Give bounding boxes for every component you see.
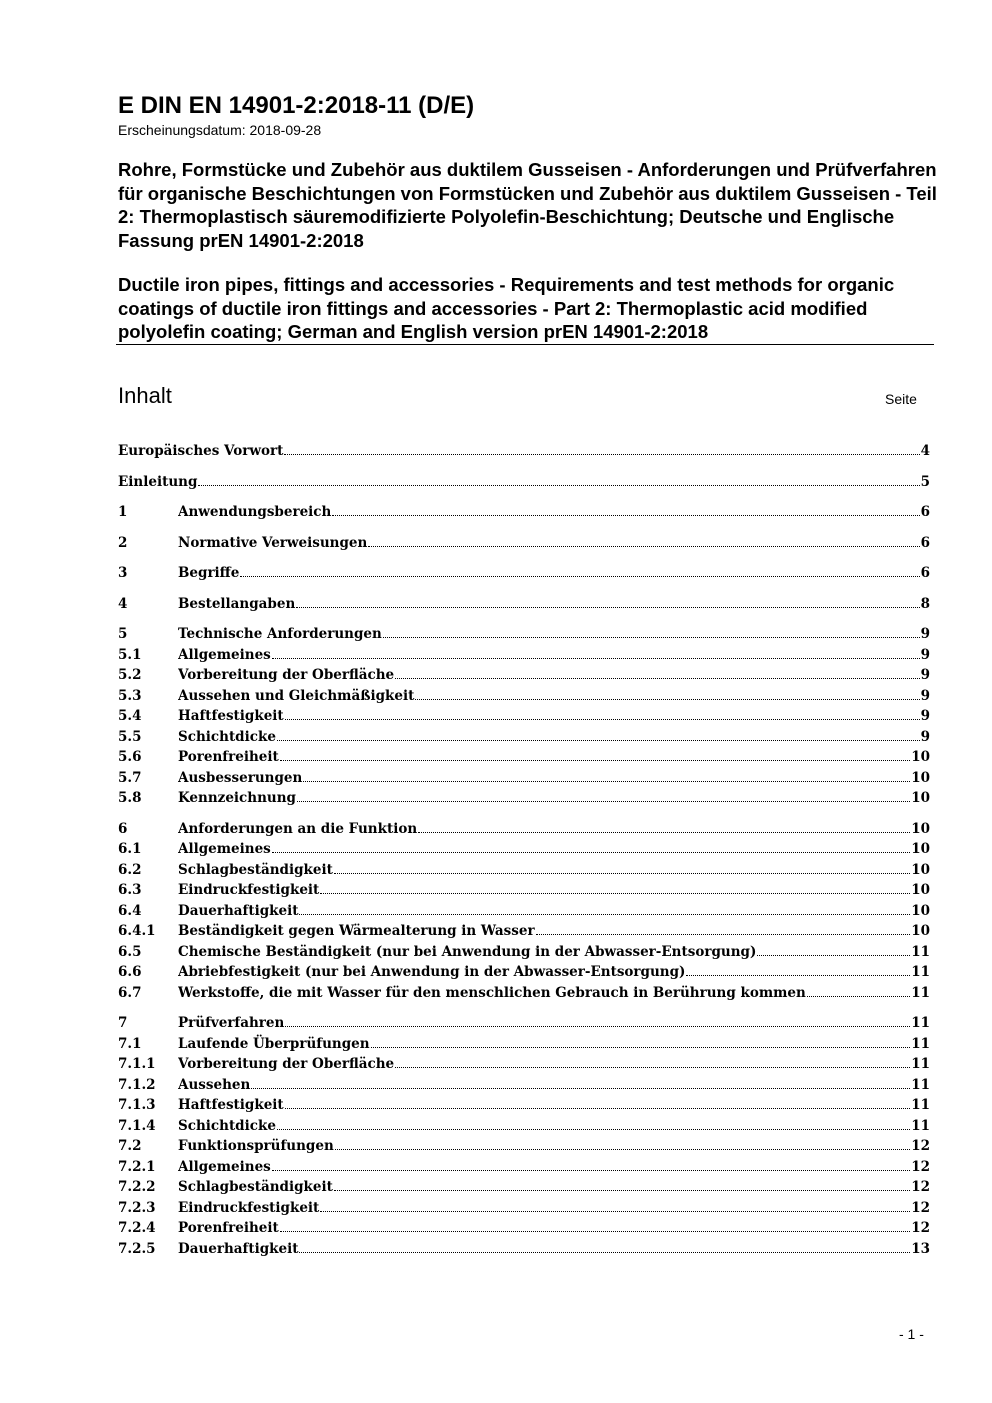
toc-entry-page: 11 — [911, 1035, 930, 1052]
toc-dot-leader — [415, 699, 919, 700]
toc-entry[interactable] — [118, 1218, 930, 1239]
toc-entry[interactable] — [118, 1034, 930, 1055]
toc-entry-title: Einleitung — [118, 473, 198, 490]
toc-entry-body — [178, 686, 930, 707]
toc-entry[interactable] — [118, 1136, 930, 1157]
toc-entry-page: 6 — [920, 534, 930, 551]
toc-entry-body — [178, 645, 930, 666]
toc-dot-leader — [299, 1252, 910, 1253]
toc-entry-page: 10 — [911, 820, 930, 837]
toc-dot-leader — [757, 955, 910, 956]
toc-entry-body — [178, 1239, 930, 1260]
toc-entry-number: 5.6 — [118, 749, 142, 765]
toc-entry-title: Allgemeines — [178, 1158, 271, 1175]
toc-entry[interactable] — [118, 706, 930, 727]
toc-entry-page: 9 — [920, 708, 930, 724]
toc-entry-page: 10 — [911, 790, 930, 806]
toc-entry-title: Anwendungsbereich — [178, 504, 332, 520]
toc-entry-body — [178, 563, 930, 584]
toc-entry-body — [118, 441, 930, 462]
toc-entry-title: Allgemeines — [178, 841, 271, 857]
toc-entry-number: 7.1.1 — [118, 1056, 156, 1072]
toc-dot-leader — [368, 546, 919, 547]
toc-entry[interactable] — [118, 665, 930, 686]
toc-entry-number: 7.2.2 — [118, 1179, 156, 1195]
toc-dot-leader — [277, 740, 920, 741]
toc-entry-title: Porenfreiheit — [178, 749, 279, 765]
toc-dot-leader — [334, 1190, 910, 1191]
toc-entry-body — [178, 747, 930, 768]
toc-entry-body — [178, 788, 930, 809]
toc-entry[interactable] — [118, 533, 930, 554]
toc-entry[interactable] — [118, 594, 930, 615]
toc-entry-page: 12 — [911, 1158, 930, 1175]
toc-entry[interactable] — [118, 624, 930, 645]
toc-entry-page: 12 — [911, 1179, 930, 1195]
table-of-contents — [118, 441, 930, 1259]
toc-entry-body — [178, 942, 930, 963]
toc-entry-title: Prüfverfahren — [178, 1015, 285, 1031]
toc-entry-page: 9 — [920, 728, 930, 745]
toc-entry-title: Aussehen und Gleichmäßigkeit — [178, 687, 415, 704]
toc-dot-leader — [277, 1129, 910, 1130]
toc-entry-title: Eindruckfestigkeit — [178, 882, 320, 898]
toc-dot-leader — [686, 975, 910, 976]
toc-dot-leader — [285, 719, 920, 720]
toc-entry-title: Laufende Überprüfungen — [178, 1035, 370, 1052]
toc-entry-title: Werkstoffe, die mit Wasser für den menschlichen Gebrauch in Berührung kommen — [178, 984, 806, 1001]
toc-entry-page: 10 — [911, 923, 930, 939]
toc-entry-body — [178, 983, 930, 1004]
toc-entry-page: 10 — [911, 841, 930, 857]
toc-entry-page: 12 — [911, 1199, 930, 1216]
toc-entry-body — [178, 1136, 930, 1157]
toc-entry-title: Technische Anforderungen — [178, 626, 382, 642]
toc-dot-leader — [285, 1026, 910, 1027]
toc-entry-body — [178, 594, 930, 615]
toc-entry-page: 11 — [911, 984, 930, 1001]
toc-entry-number: 6.1 — [118, 841, 142, 857]
toc-dot-leader — [418, 832, 910, 833]
toc-entry-page: 9 — [920, 667, 930, 683]
toc-entry-page: 9 — [920, 626, 930, 642]
title-divider — [116, 344, 934, 345]
toc-entry-body — [178, 1157, 930, 1178]
toc-entry-number: 7.1.2 — [118, 1076, 156, 1093]
toc-entry-title: Normative Verweisungen — [178, 534, 368, 551]
german-title: Rohre, Formstücke und Zubehör aus duktilem Gusseisen - Anforderungen und Prüfverfahren für organische Beschichtungen von Formstücken und Zubehör aus duktilem Gusseisen - Teil 2: Thermoplastisch säuremodifizierte Polyolefin-Beschichtung; Deutsche und Englische Fassung prEN 14901-2:2018 — [118, 159, 937, 251]
toc-entry-number: 7.2.1 — [118, 1158, 156, 1175]
toc-dot-leader — [297, 801, 910, 802]
toc-entry-body — [178, 1198, 930, 1219]
toc-entry-title: Bestellangaben — [178, 595, 296, 612]
toc-entry-body — [178, 624, 930, 645]
toc-dot-leader — [807, 996, 910, 997]
toc-entry-title: Europäisches Vorwort — [118, 443, 284, 459]
toc-entry-number: 5.8 — [118, 790, 142, 806]
toc-entry-body — [178, 860, 930, 881]
toc-entry-page: 6 — [920, 565, 930, 581]
toc-dot-leader — [240, 576, 919, 577]
toc-entry-body — [178, 1075, 930, 1096]
toc-entry-page: 11 — [911, 943, 930, 960]
toc-entry[interactable] — [118, 1177, 930, 1198]
toc-heading: Inhalt — [118, 383, 172, 408]
toc-entry-page: 12 — [911, 1138, 930, 1154]
toc-entry-body — [178, 839, 930, 860]
toc-dot-leader — [536, 934, 911, 935]
toc-entry-title: Dauerhaftigkeit — [178, 1240, 299, 1257]
toc-dot-leader — [383, 637, 920, 638]
toc-entry-title: Chemische Beständigkeit (nur bei Anwendung in der Abwasser-Entsorgung) — [178, 943, 757, 960]
toc-entry-page: 12 — [911, 1220, 930, 1236]
toc-dot-leader — [280, 1231, 910, 1232]
toc-dot-leader — [272, 1170, 910, 1171]
toc-entry-number: 5.7 — [118, 769, 142, 786]
toc-entry-page: 5 — [920, 473, 930, 490]
toc-entry[interactable] — [118, 1116, 930, 1137]
toc-dot-leader — [272, 658, 920, 659]
toc-entry-number: 7.1.3 — [118, 1097, 156, 1113]
toc-entry-body — [178, 502, 930, 523]
toc-entry[interactable] — [118, 1095, 930, 1116]
toc-entry-page: 11 — [911, 1117, 930, 1134]
toc-entry-number: 7.2 — [118, 1138, 142, 1154]
toc-entry-page: 11 — [911, 1056, 930, 1072]
toc-dot-leader — [296, 607, 919, 608]
toc-dot-leader — [320, 1211, 910, 1212]
toc-dot-leader — [395, 678, 919, 679]
toc-entry[interactable] — [118, 819, 930, 840]
toc-entry-body — [178, 1013, 930, 1034]
toc-entry-title: Beständigkeit gegen Wärmealterung in Wasser — [178, 923, 535, 939]
toc-dot-leader — [299, 914, 910, 915]
toc-entry-number: 6.3 — [118, 882, 142, 898]
toc-entry-body — [178, 880, 930, 901]
toc-entry-number: 5.1 — [118, 646, 142, 663]
toc-entry-number: 6.5 — [118, 943, 142, 960]
toc-entry-number: 6.4.1 — [118, 923, 156, 939]
toc-dot-leader — [272, 852, 910, 853]
toc-dot-leader — [284, 454, 919, 455]
toc-entry-number: 7.2.3 — [118, 1199, 156, 1216]
toc-entry-number: 5.5 — [118, 728, 142, 745]
toc-entry-title: Porenfreiheit — [178, 1220, 279, 1236]
toc-entry-title: Aussehen — [178, 1076, 251, 1093]
toc-entry[interactable] — [118, 727, 930, 748]
toc-entry-number: 7.2.5 — [118, 1240, 156, 1257]
toc-entry-title: Haftfestigkeit — [178, 708, 284, 724]
toc-entry-body — [178, 819, 930, 840]
toc-entry-number: 7 — [118, 1015, 128, 1031]
toc-entry-page: 11 — [911, 1015, 930, 1031]
toc-entry-title: Anforderungen an die Funktion — [178, 820, 418, 837]
toc-entry-title: Eindruckfestigkeit — [178, 1199, 320, 1216]
toc-dot-leader — [320, 893, 910, 894]
toc-entry-page: 10 — [911, 861, 930, 878]
toc-dot-leader — [251, 1088, 910, 1089]
toc-entry-title: Schichtdicke — [178, 1117, 276, 1134]
toc-entry-title: Haftfestigkeit — [178, 1097, 284, 1113]
toc-entry-page: 9 — [920, 646, 930, 663]
toc-entry-page: 8 — [920, 595, 930, 612]
toc-entry-page: 10 — [911, 769, 930, 786]
toc-entry-number: 2 — [118, 534, 128, 551]
toc-entry[interactable] — [118, 839, 930, 860]
toc-entry-body — [178, 1034, 930, 1055]
toc-entry-number: 6.4 — [118, 902, 142, 919]
toc-entry-title: Kennzeichnung — [178, 790, 296, 806]
toc-entry-body — [178, 768, 930, 789]
toc-entry[interactable] — [118, 747, 930, 768]
toc-entry-page: 9 — [920, 687, 930, 704]
toc-entry[interactable] — [118, 768, 930, 789]
toc-entry-number: 5.3 — [118, 687, 142, 704]
toc-entry-body — [178, 706, 930, 727]
toc-entry-number: 5 — [118, 626, 128, 642]
toc-entry[interactable] — [118, 1013, 930, 1034]
toc-entry[interactable] — [118, 1054, 930, 1075]
toc-entry-number: 5.2 — [118, 667, 142, 683]
toc-entry-title: Funktionsprüfungen — [178, 1138, 334, 1154]
toc-entry[interactable] — [118, 686, 930, 707]
toc-entry-number: 3 — [118, 565, 128, 581]
toc-entry-body — [118, 472, 930, 493]
toc-entry-title: Dauerhaftigkeit — [178, 902, 299, 919]
toc-entry[interactable] — [118, 1157, 930, 1178]
toc-entry[interactable] — [118, 962, 930, 983]
toc-entry-title: Ausbesserungen — [178, 769, 303, 786]
toc-dot-leader — [334, 873, 910, 874]
toc-entry-number: 5.4 — [118, 708, 142, 724]
toc-entry-page: 11 — [911, 1076, 930, 1093]
toc-entry-title: Abriebfestigkeit (nur bei Anwendung in der Abwasser-Entsorgung) — [178, 964, 686, 980]
toc-entry-body — [178, 962, 930, 983]
toc-entry-title: Vorbereitung der Oberfläche — [178, 1056, 395, 1072]
toc-entry[interactable] — [118, 921, 930, 942]
toc-entry-body — [178, 921, 930, 942]
toc-dot-leader — [332, 515, 919, 516]
document-title: E DIN EN 14901-2:2018-11 (D/E) — [118, 92, 475, 119]
toc-dot-leader — [198, 485, 919, 486]
toc-entry-body — [178, 665, 930, 686]
toc-entry[interactable] — [118, 880, 930, 901]
toc-entry-title: Schlagbeständigkeit — [178, 1179, 333, 1195]
toc-page-label: Seite — [885, 391, 917, 407]
toc-entry[interactable] — [118, 472, 930, 493]
toc-entry-title: Begriffe — [178, 565, 240, 581]
toc-entry-title: Schlagbeständigkeit — [178, 861, 333, 878]
toc-entry-page: 10 — [911, 902, 930, 919]
toc-entry-number: 4 — [118, 595, 128, 612]
toc-entry[interactable] — [118, 1239, 930, 1260]
english-title: Ductile iron pipes, fittings and accessories - Requirements and test methods for organic coatings of ductile iron fittings and accessories - Part 2: Thermoplastic acid modified polyolefin coating; German and English version prEN 14901-2:2018 — [118, 274, 895, 342]
toc-entry-title: Vorbereitung der Oberfläche — [178, 667, 395, 683]
toc-entry[interactable] — [118, 860, 930, 881]
toc-entry-body — [178, 1218, 930, 1239]
toc-entry[interactable] — [118, 1198, 930, 1219]
toc-entry[interactable] — [118, 563, 930, 584]
toc-entry-body — [178, 901, 930, 922]
toc-entry-body — [178, 533, 930, 554]
toc-entry-number: 7.1 — [118, 1035, 142, 1052]
toc-entry-page: 4 — [920, 443, 930, 459]
toc-entry-body — [178, 727, 930, 748]
toc-entry-body — [178, 1095, 930, 1116]
toc-dot-leader — [335, 1149, 910, 1150]
toc-entry-page: 10 — [911, 749, 930, 765]
toc-entry[interactable] — [118, 1075, 930, 1096]
toc-dot-leader — [395, 1067, 910, 1068]
toc-entry-number: 6 — [118, 820, 128, 837]
toc-dot-leader — [285, 1108, 911, 1109]
toc-entry[interactable] — [118, 788, 930, 809]
page-number: - 1 - — [899, 1326, 924, 1342]
toc-entry[interactable] — [118, 942, 930, 963]
toc-entry-number: 7.2.4 — [118, 1220, 156, 1236]
toc-entry[interactable] — [118, 502, 930, 523]
toc-entry-title: Schichtdicke — [178, 728, 276, 745]
toc-entry[interactable] — [118, 901, 930, 922]
toc-entry-page: 11 — [911, 964, 930, 980]
toc-dot-leader — [303, 781, 910, 782]
toc-entry[interactable] — [118, 645, 930, 666]
toc-entry-number: 6.7 — [118, 984, 142, 1001]
toc-entry[interactable] — [118, 983, 930, 1004]
toc-entry-number: 6.2 — [118, 861, 142, 878]
toc-entry-page: 13 — [911, 1240, 930, 1257]
issue-date: Erscheinungsdatum: 2018-09-28 — [118, 122, 322, 138]
toc-entry-number: 7.1.4 — [118, 1117, 156, 1134]
toc-entry-body — [178, 1116, 930, 1137]
toc-entry-number: 1 — [118, 504, 128, 520]
toc-dot-leader — [280, 760, 910, 761]
toc-entry-page: 6 — [920, 504, 930, 520]
toc-entry-body — [178, 1054, 930, 1075]
toc-entry-title: Allgemeines — [178, 646, 271, 663]
toc-entry[interactable] — [118, 441, 930, 462]
toc-dot-leader — [371, 1047, 911, 1048]
toc-entry-number: 6.6 — [118, 964, 142, 980]
toc-entry-page: 11 — [911, 1097, 930, 1113]
toc-entry-page: 10 — [911, 882, 930, 898]
toc-entry-body — [178, 1177, 930, 1198]
